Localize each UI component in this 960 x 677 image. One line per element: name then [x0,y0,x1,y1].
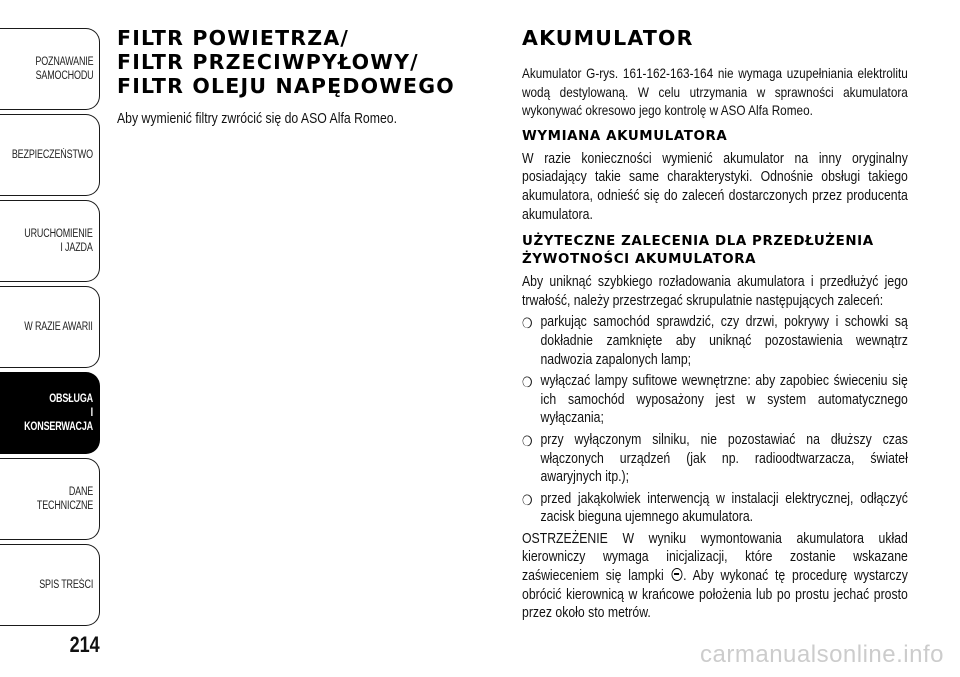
bullet-icon: ❍ [522,315,533,332]
tab-label: OBSŁUGA I KONSERWACJA [24,393,93,433]
watermark: carmanualsonline.info [700,641,944,668]
battery-content [522,64,908,623]
replacement-body: W razie konieczności wymienić akumulator na inny oryginalny posiadający takie same charakterystyki. Odnośnie obsługi takiego akumulatora, odnieść się do zaleceń dostarczonych przez producenta akumulatora. [522,150,908,223]
tips-intro: Aby uniknąć szybkiego rozładowania akumulatora i przedłużyć jego trwałość, należy przestrzegać skrupulatnie następujących zaleceń: [522,274,908,309]
right-column [522,26,908,623]
tab-label: W RAZIE AWARII [24,321,93,333]
battery-heading: AKUMULATOR [522,26,694,50]
tab-uruchomienie-i-jazda[interactable] [0,200,100,282]
tab-w-razie-awarii[interactable] [0,286,100,368]
tab-dane-techniczne[interactable] [0,458,100,540]
left-column [117,26,472,129]
replacement-heading: WYMIANA AKUMULATORA [522,128,728,144]
bullet-icon: ❍ [522,374,533,391]
tab-bezpieczenstwo[interactable] [0,114,100,196]
tab-label: BEZPIECZEŃSTWO [11,149,93,161]
warning-text: OSTRZEŻENIE W wyniku wymontowania akumulatora układ kierowniczy wymaga inicjalizacji, które zostanie wskazane zaświeceniem się lampki . Aby wykonać tę procedurę wystarczy obrócić kierownicą w krańcowe położenia lub po prostu jechać prosto przez około sto metrów. [522,530,908,622]
tips-heading: UŻYTECZNE ZALECENIA DLA PRZEDŁUŻENIA ŻYWOTNOŚCI AKUMULATORA [522,234,874,268]
battery-intro: Akumulator G-rys. 161-162-163-164 nie wymaga uzupełniania elektrolitu wodą destylowaną. W celu utrzymania w sprawności akumulatora wykonywać okresowo jego kontrolę w ASO Alfa Romeo. [522,65,908,119]
filters-body: Aby wymienić filtry zwrócić się do ASO Alfa Romeo. [117,111,398,127]
tab-label: URUCHOMIENIE I JAZDA [24,228,93,254]
tab-label: SPIS TREŚCI [39,579,93,591]
list-item: ❍ przy wyłączonym silniku, nie pozostawiać na dłuższy czas włączonych urządzeń (jak np. radioodtwarzacza, świateł awaryjnych itp.); [522,431,908,486]
tab-poznawanie-samochodu[interactable] [0,28,100,110]
list-item: ❍ parkując samochód sprawdzić, czy drzwi, pokrywy i schowki są dokładnie zamknięte aby uniknąć pozostawienia wewnątrz nadwozia zapalonych lamp; [522,314,908,368]
tab-obsluga-i-konserwacja[interactable] [0,372,100,454]
list-item: ❍ przed jakąkolwiek interwencją w instalacji elektrycznej, odłączyć zacisk bieguna ujemnego akumulatora. [522,490,908,526]
filters-heading: FILTR POWIETRZA/ FILTR PRZECIWPYŁOWY/ FILTR OLEJU NAPĘDOWEGO [117,26,455,98]
tab-label: POZNAWANIE SAMOCHODU [34,56,93,82]
bullet-icon: ❍ [522,491,533,508]
tab-spis-tresci[interactable] [0,544,100,626]
page-number: 214 [69,632,100,657]
bullet-icon: ❍ [522,432,533,449]
list-item: ❍ wyłączać lampy sufitowe wewnętrzne: aby zapobiec świeceniu się ich samochód wyposażony jest w system automatycznego wyłączania; [522,373,908,427]
tab-label: DANE TECHNICZNE [36,486,93,512]
steering-warning-icon [671,568,682,581]
tips-list [522,313,908,527]
